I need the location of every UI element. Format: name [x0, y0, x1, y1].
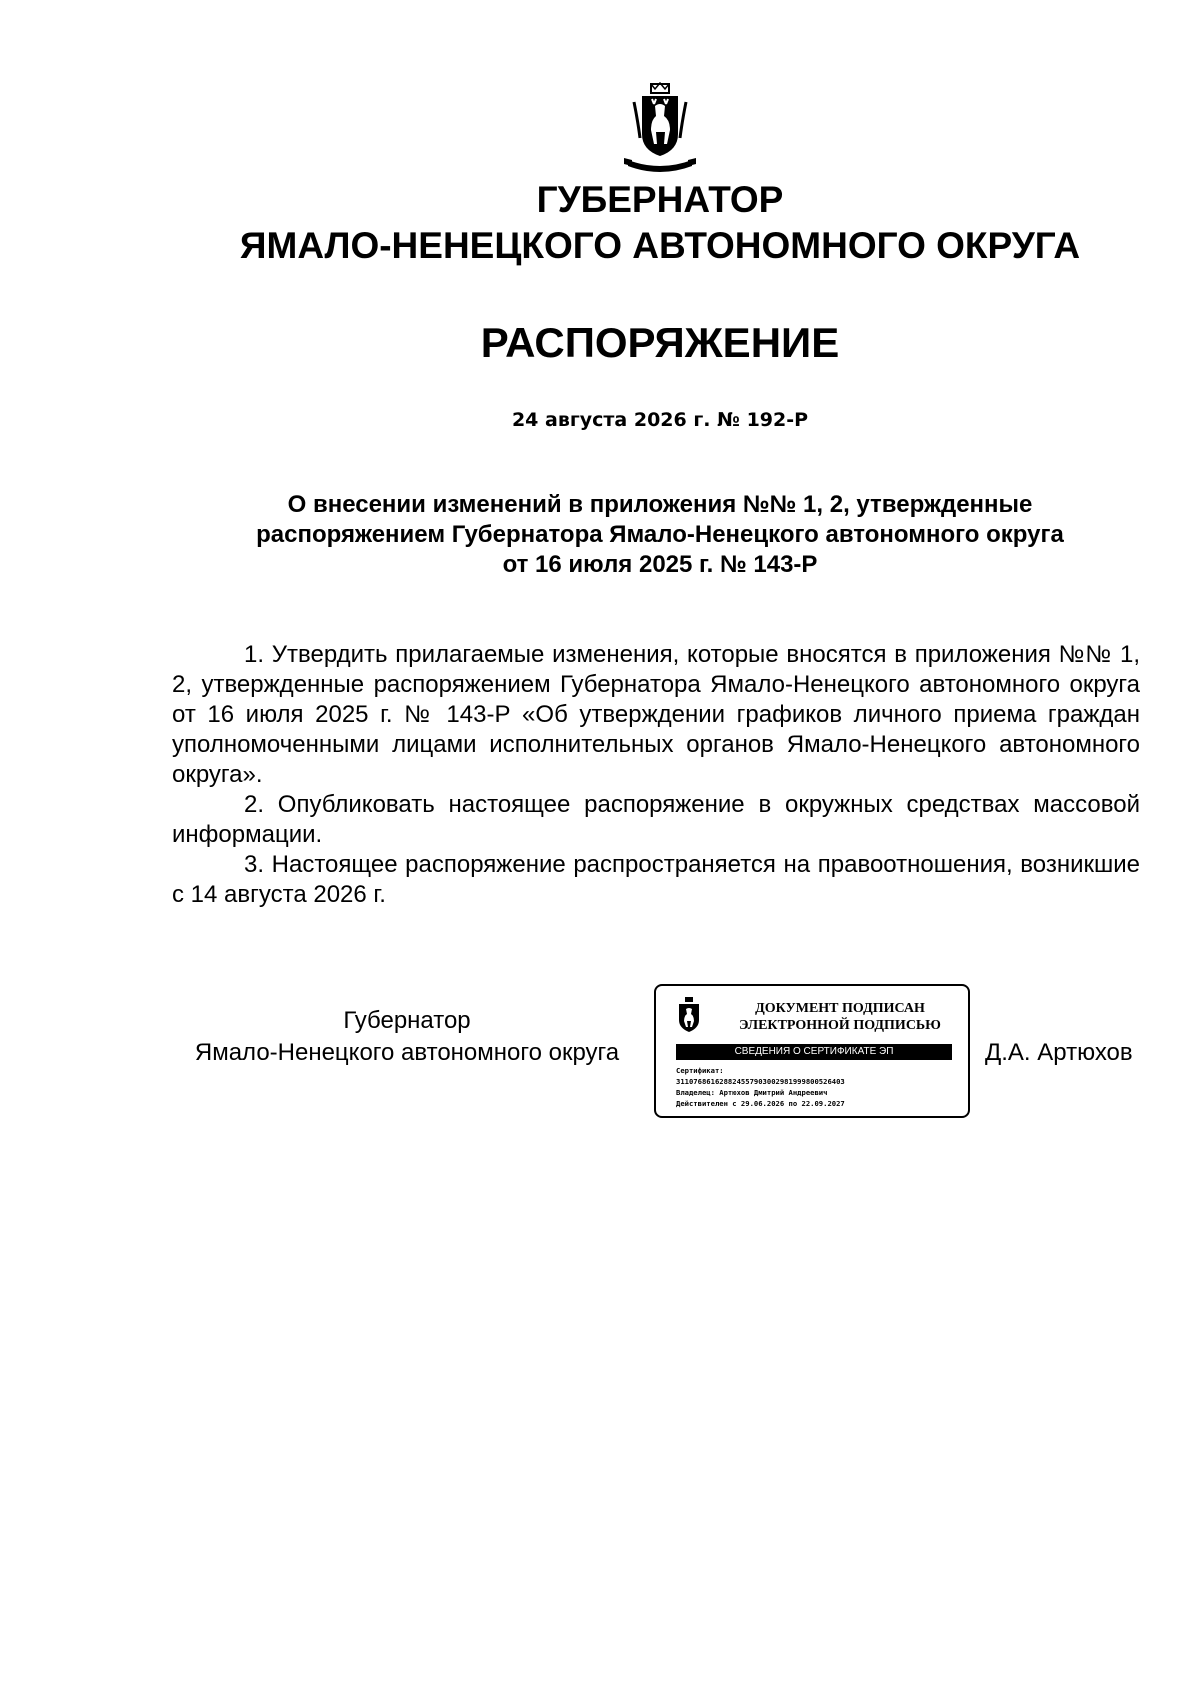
body-paragraph: 1. Утвердить прилагаемые изменения, которые вносятся в приложения №№ 1, 2, утвержденные распоряжением Губернатора Ямало-Ненецкого автономного округа от 16 июля 2025 г. № 143-Р «Об утверждении графиков личного приема граждан уполномоченными лицами исполнительных органов Ямало-Ненецкого автономного округа».	[172, 641, 1140, 788]
signatory-title: Губернатор	[343, 1007, 471, 1034]
certificate-details	[676, 1065, 956, 1109]
document-body	[172, 640, 1140, 910]
signatory-name: Д.А. Артюхов	[985, 1039, 1133, 1066]
authority-title: ГУБЕРНАТОР	[536, 179, 784, 220]
document-date-number: 24 августа 2026 г. № 192-Р	[511, 409, 809, 431]
certificate-owner: Владелец: Артюхов Дмитрий Андреевич	[676, 1088, 828, 1097]
signatory-region: Ямало-Ненецкого автономного округа	[194, 1039, 620, 1066]
document-subject	[210, 490, 1110, 580]
certificate-label: Сертификат:	[676, 1066, 724, 1075]
certificate-number: 311076861628824557903002981999800526403	[676, 1077, 845, 1086]
signatory-position	[172, 1005, 642, 1069]
certificate-info-bar: СВЕДЕНИЯ О СЕРТИФИКАТЕ ЭП	[676, 1044, 952, 1060]
body-paragraph: 3. Настоящее распоряжение распространяется на правоотношения, возникшие с 14 августа 2026 г.	[172, 851, 1140, 908]
e-signature-stamp	[654, 984, 970, 1118]
stamp-title-line: ДОКУМЕНТ ПОДПИСАН	[755, 1001, 925, 1016]
stamp-title	[720, 1000, 960, 1034]
certificate-validity: Действителен с 29.06.2026 по 22.09.2027	[676, 1099, 845, 1108]
stamp-title-line: ЭЛЕКТРОННОЙ ПОДПИСЬЮ	[739, 1018, 941, 1033]
document-type: РАСПОРЯЖЕНИЕ	[480, 319, 840, 366]
subject-line: от 16 июля 2025 г. № 143-Р	[502, 551, 818, 578]
coat-of-arms-icon	[620, 82, 700, 174]
body-paragraph: 2. Опубликовать настоящее распоряжение в окружных средствах массовой информации.	[172, 791, 1140, 848]
authority-region: ЯМАЛО-НЕНЕЦКОГО АВТОНОМНОГО ОКРУГА	[239, 225, 1081, 266]
subject-line: распоряжением Губернатора Ямало-Ненецкого автономного округа	[256, 521, 1064, 548]
coat-of-arms-icon	[674, 996, 704, 1036]
subject-line: О внесении изменений в приложения №№ 1, 2, утвержденные	[287, 491, 1033, 518]
